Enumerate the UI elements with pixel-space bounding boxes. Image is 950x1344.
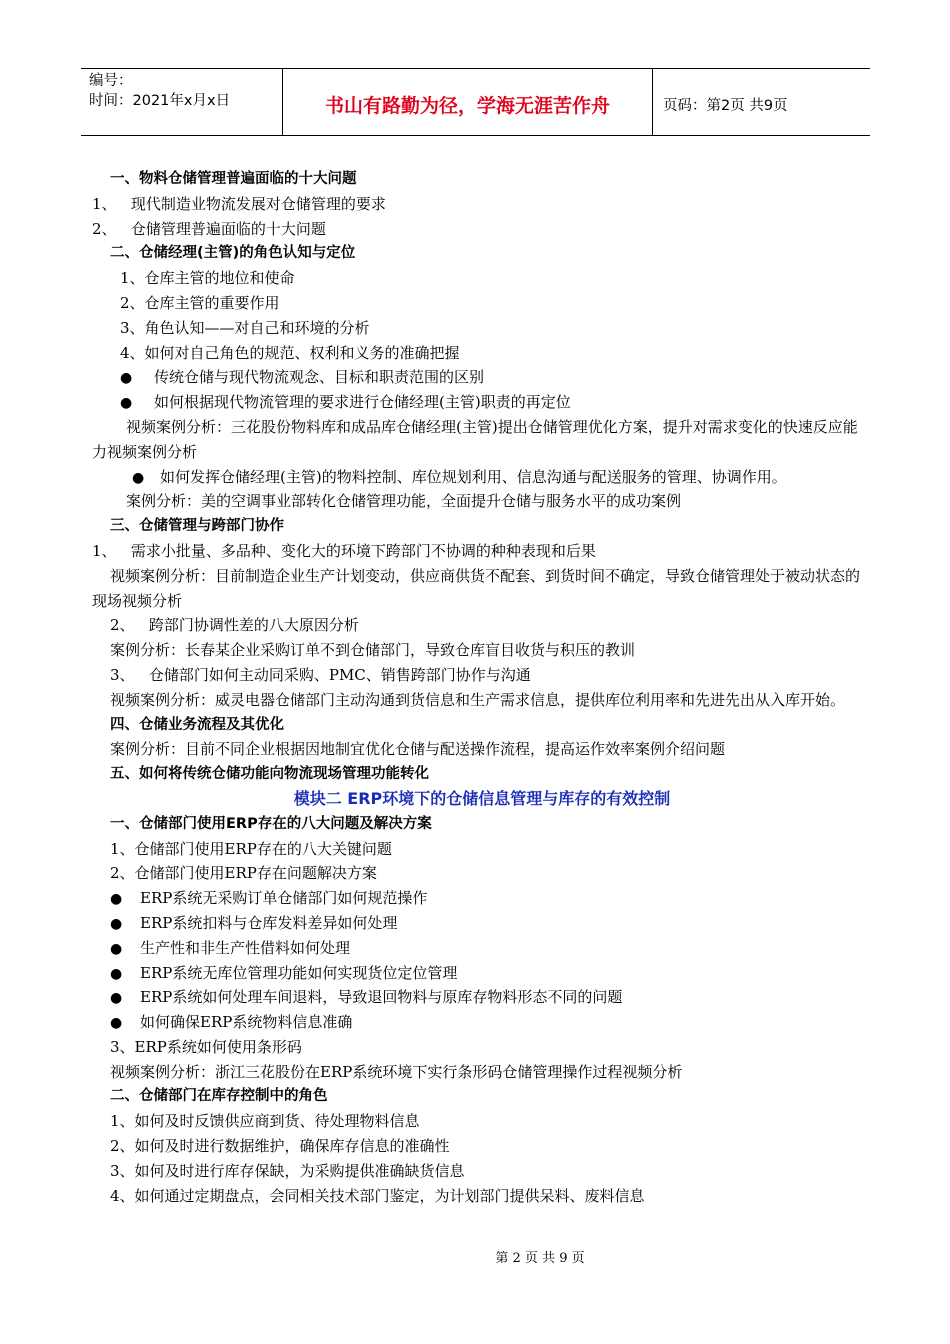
case-analysis: 案例分析：长春某企业采购订单不到仓储部门，导致仓库盲目收货与积压的教训: [110, 641, 636, 660]
bullet-icon: ●: [110, 940, 123, 957]
list-item: 1、如何及时反馈供应商到货、待处理物料信息: [110, 1112, 420, 1131]
bullet-icon: ●: [110, 1015, 123, 1032]
list-item: 2、 仓储管理普遍面临的十大问题: [92, 219, 326, 238]
bullet-item: [92, 390, 872, 415]
bullet-icon: ●: [110, 965, 123, 982]
bullet-icon: ●: [110, 891, 123, 908]
bullet-text: ERP系统如何处理车间退料，导致退回物料与原库存物料形态不同的问题: [140, 988, 623, 1007]
bullet-text: 生产性和非生产性借料如何处理: [140, 938, 351, 957]
case-analysis: 视频案例分析：浙江三花股份在ERP系统环境下实行条形码仓储管理操作过程视频分析: [110, 1062, 683, 1081]
bullet-icon: ●: [120, 370, 133, 387]
case-analysis: 案例分析：目前不同企业根据因地制宜优化仓储与配送操作流程，提高运作效率案例介绍问题: [110, 740, 726, 759]
section-heading: 五、如何将传统仓储功能向物流现场管理功能转化: [110, 766, 429, 783]
bullet-text: ERP系统无采购订单仓储部门如何规范操作: [140, 889, 428, 908]
header-page-number: 页码：第2页 共9页: [663, 97, 788, 114]
list-item: 1、 需求小批量、多品种、变化大的环境下跨部门不协调的种种表现和后果: [92, 541, 596, 560]
list-item: 3、ERP系统如何使用条形码: [110, 1037, 302, 1056]
list-item: 2、 跨部门协调性差的八大原因分析: [110, 616, 359, 635]
list-item: 1、仓库主管的地位和使命: [120, 269, 295, 288]
bullet-text: ERP系统扣料与仓库发料差异如何处理: [140, 913, 398, 932]
header-meta-cell: [81, 69, 283, 135]
bullet-text: ERP系统无库位管理功能如何实现货位定位管理: [140, 963, 458, 982]
bullet-icon: ●: [120, 395, 133, 412]
bullet-item: [92, 961, 872, 986]
section-heading: 二、仓储经理(主管)的角色认知与定位: [110, 245, 356, 262]
bullet-text: 如何发挥仓储经理(主管)的物料控制、库位规划利用、信息沟通与配送服务的管理、协调作用。: [160, 467, 787, 486]
bullet-item: [92, 886, 872, 911]
section-heading: 一、物料仓储管理普遍面临的十大问题: [110, 171, 357, 187]
list-item: 2、如何及时进行数据维护，确保库存信息的准确性: [110, 1137, 450, 1156]
section-heading: 三、仓储管理与跨部门协作: [110, 518, 284, 535]
document-body: [92, 167, 872, 1208]
bullet-text: 如何根据现代物流管理的要求进行仓储经理(主管)职责的再定位: [154, 393, 571, 412]
bullet-icon: ●: [132, 469, 145, 486]
bullet-item: [92, 465, 872, 490]
list-item: 3、 仓储部门如何主动同采购、PMC、销售跨部门协作与沟通: [110, 665, 531, 684]
list-item: 2、仓库主管的重要作用: [120, 293, 280, 312]
list-item: 4、如何通过定期盘点，会同相关技术部门鉴定，为计划部门提供呆料、废料信息: [110, 1186, 645, 1205]
header-motto: 书山有路勤为径，学海无涯苦作舟: [283, 69, 653, 135]
list-item: 3、如何及时进行库存保缺，为采购提供准确缺货信息: [110, 1161, 465, 1180]
list-item: 1、 现代制造业物流发展对仓储管理的要求: [92, 194, 386, 213]
document-number-label: 编号：: [89, 73, 133, 89]
case-analysis: 视频案例分析：三花股份物料库和成品库仓储经理(主管)提出仓储管理优化方案，提升对需求变化的快速反应能力视频案例分析: [92, 417, 858, 461]
bullet-item: [92, 936, 872, 961]
bullet-item: [92, 985, 872, 1010]
case-analysis: 案例分析：美的空调事业部转化仓储管理功能，全面提升仓储与服务水平的成功案例: [126, 492, 682, 511]
bullet-text: 传统仓储与现代物流观念、目标和职责范围的区别: [154, 368, 485, 387]
module-title: 模块二 ERP环境下的仓储信息管理与库存的有效控制: [293, 788, 671, 808]
bullet-item: [92, 911, 872, 936]
case-analysis: 视频案例分析：目前制造企业生产计划变动，供应商供货不配套、到货时间不确定，导致仓储管理处于被动状态的现场视频分析: [92, 566, 861, 610]
list-item: 4、如何对自己角色的规范、权利和义务的准确把握: [120, 343, 460, 362]
page-footer: 第 2 页 共 9 页: [495, 1251, 585, 1266]
header-table: [81, 68, 870, 136]
list-item: 1、仓储部门使用ERP存在的八大关键问题: [110, 839, 392, 858]
list-item: 2、仓储部门使用ERP存在问题解决方案: [110, 864, 377, 883]
list-item: 3、角色认知——对自己和环境的分析: [120, 318, 370, 337]
bullet-item: [92, 1010, 872, 1035]
section-heading: 四、仓储业务流程及其优化: [110, 716, 284, 733]
bullet-icon: ●: [110, 990, 123, 1007]
bullet-icon: ●: [110, 915, 123, 932]
bullet-item: [92, 365, 872, 390]
document-time-label: 时间：2021年x月x日: [89, 93, 231, 109]
bullet-text: 如何确保ERP系统物料信息准确: [140, 1013, 353, 1032]
case-analysis: 视频案例分析：威灵电器仓储部门主动沟通到货信息和生产需求信息，提供库位利用率和先进先出从入库开始。: [110, 690, 846, 709]
section-heading: 一、仓储部门使用ERP存在的八大问题及解决方案: [110, 815, 432, 832]
section-heading: 二、仓储部门在库存控制中的角色: [110, 1088, 328, 1105]
